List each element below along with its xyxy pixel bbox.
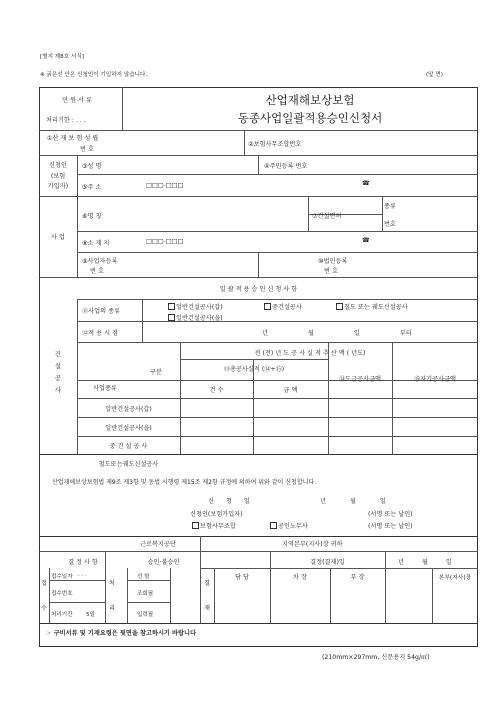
apply-date-parts: 년 월 일 부터: [262, 330, 412, 337]
receipt-date-label: 접수일자: [51, 574, 73, 580]
process-period-value: 5일: [86, 612, 95, 618]
select-label: 선 함: [137, 574, 150, 580]
option-general-a[interactable]: [168, 302, 223, 311]
phone-icon-2: ☎: [362, 237, 370, 244]
agent-assoc-option[interactable]: [192, 521, 236, 530]
apply-ymd: 년 월 일: [320, 498, 386, 505]
biz-type-label: ⑪사업의 종류: [82, 308, 121, 315]
approval-col-label2: 재: [204, 605, 210, 612]
form-number: [별지 제8호 서식]: [40, 54, 84, 60]
form-note: ※ 굵은선 안은 신청인이 기입하지 않습니다.: [40, 72, 148, 78]
declaration-statement: 산업재해보상보험법 제9조 제3항 및 동법 시행령 제15조 제2항 규정에 의하여 위와 같이 신청합니다.: [52, 479, 317, 486]
checkbox-icon: [168, 303, 175, 310]
recipient: 지역본부(지사)장 귀하: [282, 541, 343, 548]
option-heavy-label: 중건설공사: [272, 304, 302, 311]
option-general-b[interactable]: [168, 313, 223, 322]
category-row-2: 일반건설공사(을): [105, 425, 152, 432]
option-general-b-label: 일반건설공사(을): [176, 315, 223, 322]
dept-head-label: 차 장: [293, 574, 307, 581]
location-label: ⑧소 재 지: [82, 240, 110, 247]
checkbox-icon: [270, 522, 277, 529]
section-header: 일 괄 적 용 승 인 신 청 사 항: [219, 286, 298, 293]
amount-label: 금 액: [283, 387, 298, 394]
checkbox-icon: [264, 303, 271, 310]
license-no-label: 번호: [384, 221, 396, 228]
establishment-no-label: ①산 재 보 험 성 립: [47, 135, 99, 142]
receipt-date-value: . . .: [78, 572, 87, 578]
total-record-label: ⑬총공사실적 (⑭+⑮): [223, 366, 285, 373]
apply-date-sign: 신 청 일: [208, 498, 250, 505]
applicant-label3: 가입자): [47, 183, 69, 190]
corp-reg-label: ⑩법인등록: [318, 258, 348, 265]
form-title-line2: 동종사업일괄적용승인신청서: [237, 111, 383, 125]
decision-date-label: 결정(결재)일: [310, 559, 345, 566]
address-label: ⑤주 소: [82, 184, 102, 191]
decision-ymd: 년 월 일: [398, 559, 452, 566]
agent-labor-option[interactable]: [270, 521, 308, 530]
option-general-a-label: 일반건설공사(갑): [176, 304, 223, 311]
page-side: (앞 면): [426, 72, 443, 78]
approval-col-label: 결: [204, 580, 210, 587]
deadline-label: 처리기한 : . . .: [46, 117, 86, 124]
biz-reg-label: ⑨사업자등록: [82, 258, 118, 265]
sign-note-1: (서명 또는 날인): [368, 511, 413, 518]
receipt-no-label: 접수번호: [51, 591, 73, 597]
entry-label: 입력필: [137, 612, 154, 618]
resident-no-label: ④주민등록 번호: [264, 163, 308, 170]
agency-name: 근로복지공단: [140, 541, 176, 548]
category-row-1: 일반건설공사(갑): [105, 406, 152, 413]
biz-reg-label2: 번 호: [90, 268, 104, 275]
applicant-sign-label: 신청인(보험가입자): [190, 511, 243, 518]
biz-category-label: 사업종류: [93, 385, 117, 392]
construction-label: 건 설 공 사: [54, 350, 62, 394]
name-label: ③성 명: [82, 163, 102, 170]
receipt-label2: 수: [41, 605, 47, 612]
agent-assoc-label: 보험사무조합: [200, 523, 236, 530]
assoc-no-label: ②보험사무조합번호: [248, 141, 302, 148]
postal-boxes-2: □□□-□□□: [146, 238, 184, 245]
option-railway-label: 철도 또는 궤도신설공사: [344, 304, 408, 311]
business-label: 사 업: [51, 234, 65, 241]
form-title-line1: 산업재해보상보험: [265, 93, 355, 107]
sign-note-2: (서명 또는 날인): [368, 523, 413, 530]
decision-label: 결 정 사 항: [68, 559, 98, 566]
checkbox-icon: [168, 314, 175, 321]
civil-app-label: 민 원 서 류: [62, 97, 92, 104]
director-label: 본부(지사)장: [438, 575, 472, 581]
approval-label: 승인·불승인: [147, 559, 180, 566]
license-label: ⑦건설면허: [312, 213, 342, 220]
receipt-label: 접: [41, 580, 47, 587]
staff-label: 담 당: [235, 574, 249, 581]
establishment-no-label2: 번 호: [80, 146, 94, 153]
process-label: 처: [109, 580, 115, 587]
contract-amount-label: ⑭도급공사금액: [338, 376, 382, 383]
manager-label: 부 장: [350, 574, 365, 581]
footer-note: ☞ 구비서류 및 기재요령은 뒷면을 참고하시기 바랍니다: [46, 630, 196, 637]
biz-name-label: ⑥명 칭: [82, 213, 102, 220]
process-period-label: 처리기간: [51, 612, 73, 618]
inquiry-label: 조회필: [137, 591, 154, 597]
process-label2: 리: [109, 605, 115, 612]
self-amount-label: ⑮자기공사금액: [413, 376, 457, 383]
applicant-label: 신청인: [49, 162, 67, 169]
corp-reg-label2: 번 호: [324, 268, 338, 275]
prev-year-label: 전 (전) 년 도 공 사 실 적 추 산 액 ( 년도): [254, 350, 366, 357]
option-heavy[interactable]: [264, 302, 302, 311]
postal-boxes: □□□-□□□: [146, 182, 184, 189]
apply-date-label: ⑫적 용 시 점: [82, 330, 118, 337]
license-type-label: 종류: [384, 203, 396, 210]
count-label: 건 수: [209, 387, 224, 394]
agent-labor-label: 공인노무사: [278, 523, 308, 530]
checkbox-icon: [192, 522, 199, 529]
category-row-3: 중 건 설 공 사: [109, 443, 148, 450]
applicant-label2: (보험: [50, 173, 66, 180]
phone-icon: ☎: [362, 180, 370, 187]
category-label: 구분: [150, 369, 162, 376]
option-railway[interactable]: [336, 302, 408, 311]
category-row-4: 철도또는궤도신설공사: [98, 461, 159, 468]
paper-spec: (210mm×297mm, 신문용지 54g/㎡): [322, 654, 430, 661]
checkbox-icon: [336, 303, 343, 310]
